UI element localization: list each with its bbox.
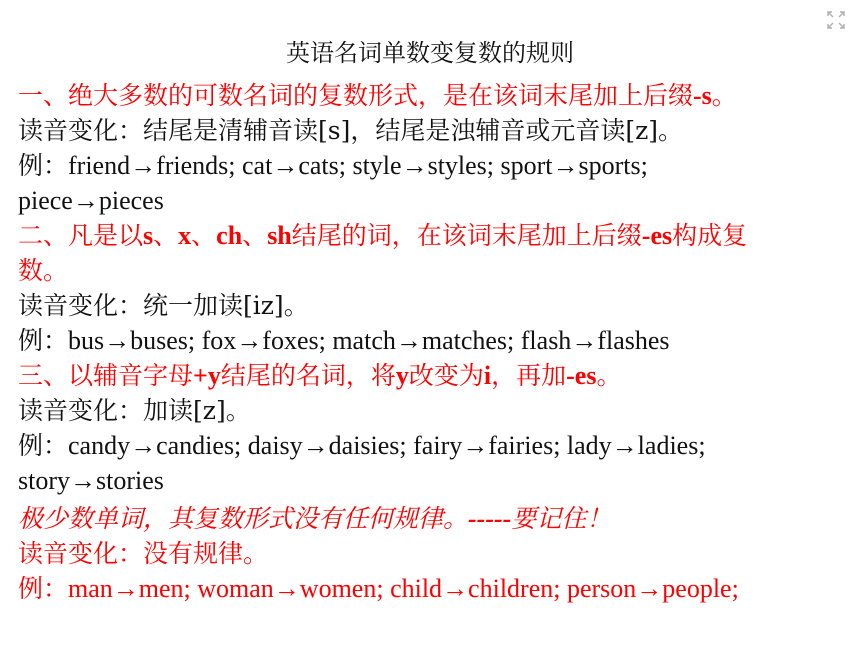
- rule-2-heading-part1: 二、凡是以: [18, 221, 144, 250]
- rule-3-heading-part4: ，再加: [491, 361, 567, 390]
- page-title: 英语名词单数变复数的规则: [286, 39, 574, 67]
- rule-3-examples: [18, 428, 848, 464]
- rule-2-x: x: [178, 221, 192, 250]
- rule-3-pronunciation: [18, 393, 848, 429]
- rule-3-y: y: [395, 361, 409, 390]
- expand-icon[interactable]: [826, 10, 846, 30]
- rule-3-heading-part2: 结尾的名词，将: [220, 361, 396, 390]
- rule-4-examples-text: man→men; woman→women; child→children; person→people;: [68, 574, 739, 603]
- rule-1-heading-end: 。: [711, 81, 737, 110]
- rule-2-pron-label: 读音变化：: [18, 291, 144, 320]
- rule-1-ex-label: 例：: [18, 151, 69, 180]
- rule-4-ex-label: 例：: [18, 574, 69, 603]
- rule-3-heading-end: 。: [596, 361, 622, 390]
- rule-1-examples-cont: piece→pieces: [18, 186, 164, 215]
- rule-2-sep3: 、: [242, 221, 268, 250]
- rule-3-heading: [18, 358, 848, 394]
- rule-1-heading-text: 一、绝大多数的可数名词的复数形式，是在该词末尾加上后缀: [18, 81, 694, 110]
- rule-2-heading-cont: 数。: [18, 256, 69, 285]
- rule-3-pron-text: 加读[z]。: [143, 396, 251, 425]
- rule-4-dashes: -----: [468, 504, 512, 533]
- rule-3-pron-label: 读音变化：: [18, 396, 144, 425]
- rule-1-examples-line1: friend→friends; cat→cats; style→styles; sport→sports;: [68, 151, 648, 180]
- rule-1-pron-label: 读音变化：: [18, 116, 144, 145]
- rule-2-heading-part3: 构成复: [672, 221, 748, 250]
- rule-2-sep2: 、: [191, 221, 217, 250]
- rule-4-heading: [18, 501, 848, 537]
- rule-1-pronunciation: [18, 113, 848, 149]
- rule-2-sep1: 、: [153, 221, 179, 250]
- rule-3-examples-line1: candy→candies; daisy→daisies; fairy→fairies; lady→ladies;: [68, 431, 706, 460]
- rule-1-suffix: -s: [693, 81, 712, 110]
- rule-2-es: -es: [641, 221, 673, 250]
- rule-1-pron-text: 结尾是清辅音读[s]，结尾是浊辅音或元音读[z]。: [143, 116, 684, 145]
- rule-3-plus-y: +y: [193, 361, 221, 390]
- rule-2-ex-label: 例：: [18, 326, 69, 355]
- rule-4-examples: [18, 571, 848, 607]
- rule-3-examples-cont: story→stories: [18, 466, 164, 495]
- rule-3-ex-label: 例：: [18, 431, 69, 460]
- rule-4-pronunciation: 读音变化：没有规律。: [18, 539, 269, 568]
- rule-3-i: i: [483, 361, 492, 390]
- rule-1-examples: [18, 148, 848, 184]
- rule-4-heading-part2: 要记住！: [511, 504, 612, 533]
- rule-2-examples-text: bus→buses; fox→foxes; match→matches; flash→flashes: [68, 326, 670, 355]
- rule-2-heading-part2: 结尾的词，在该词末尾加上后缀: [291, 221, 642, 250]
- rule-2-pron-text: 统一加读[iz]。: [143, 291, 309, 320]
- rule-3-es: -es: [566, 361, 597, 390]
- rule-4-heading-part1: 极少数单词，其复数形式没有任何规律。: [18, 504, 469, 533]
- rule-2-ch: ch: [216, 221, 243, 250]
- rule-2-s: s: [143, 221, 154, 250]
- rule-2-examples: [18, 323, 848, 359]
- rule-2-sh: sh: [267, 221, 292, 250]
- rule-2-pronunciation: [18, 288, 848, 324]
- rule-1-heading: [18, 78, 848, 114]
- rule-3-heading-part3: 改变为: [408, 361, 484, 390]
- rule-3-heading-part1: 三、以辅音字母: [18, 361, 194, 390]
- rule-2-heading: [18, 218, 848, 254]
